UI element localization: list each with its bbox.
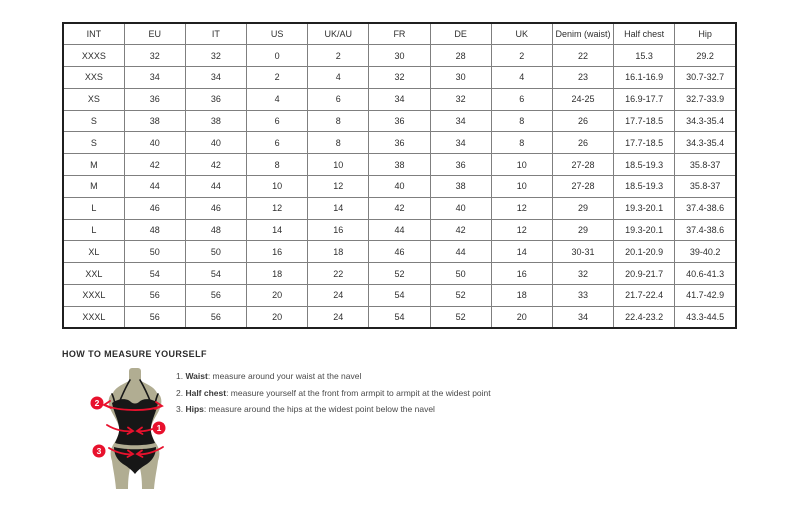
table-cell: 56 xyxy=(185,285,246,307)
table-cell: 54 xyxy=(369,306,430,328)
column-header: EU xyxy=(124,23,185,45)
table-row xyxy=(63,176,736,198)
column-header: Half chest xyxy=(614,23,675,45)
table-cell: 48 xyxy=(124,219,185,241)
mannequin-neck xyxy=(129,368,141,383)
table-cell: 30 xyxy=(369,45,430,67)
table-cell: 54 xyxy=(185,263,246,285)
table-cell: 56 xyxy=(124,306,185,328)
table-cell: 6 xyxy=(247,132,308,154)
table-cell: 42 xyxy=(430,219,491,241)
table-cell: 24-25 xyxy=(552,88,613,110)
table-cell: 18.5-19.3 xyxy=(614,176,675,198)
how-to-measure-title: HOW TO MEASURE YOURSELF xyxy=(62,349,207,359)
table-cell: 40 xyxy=(430,197,491,219)
table-cell: 4 xyxy=(247,88,308,110)
column-header: INT xyxy=(63,23,124,45)
table-cell: 32 xyxy=(369,67,430,89)
table-cell: 38 xyxy=(369,154,430,176)
table-cell: 38 xyxy=(124,110,185,132)
table-cell: 8 xyxy=(491,110,552,132)
table-cell: 38 xyxy=(185,110,246,132)
table-cell: 34 xyxy=(124,67,185,89)
table-cell: 22.4-23.2 xyxy=(614,306,675,328)
step-number: 1. xyxy=(176,371,186,381)
column-header: Hip xyxy=(675,23,736,45)
table-cell: L xyxy=(63,197,124,219)
table-cell: 10 xyxy=(308,154,369,176)
table-cell: 22 xyxy=(308,263,369,285)
table-cell: 34.3-35.4 xyxy=(675,132,736,154)
table-cell: 54 xyxy=(124,263,185,285)
table-cell: 14 xyxy=(247,219,308,241)
table-cell: 50 xyxy=(430,263,491,285)
table-cell: 44 xyxy=(430,241,491,263)
table-cell: 36 xyxy=(369,110,430,132)
table-cell: 26 xyxy=(552,132,613,154)
table-row xyxy=(63,88,736,110)
size-table-body xyxy=(63,45,736,328)
table-cell: 32 xyxy=(124,45,185,67)
table-cell: 10 xyxy=(247,176,308,198)
table-cell: 29.2 xyxy=(675,45,736,67)
table-cell: 36 xyxy=(369,132,430,154)
table-cell: 23 xyxy=(552,67,613,89)
table-cell: 42 xyxy=(124,154,185,176)
table-cell: M xyxy=(63,176,124,198)
table-cell: 32.7-33.9 xyxy=(675,88,736,110)
table-cell: XXXL xyxy=(63,306,124,328)
table-cell: 50 xyxy=(124,241,185,263)
table-cell: 24 xyxy=(308,306,369,328)
table-cell: 44 xyxy=(124,176,185,198)
table-cell: 46 xyxy=(185,197,246,219)
table-cell: 17.7-18.5 xyxy=(614,110,675,132)
table-cell: 46 xyxy=(369,241,430,263)
table-cell: 30 xyxy=(430,67,491,89)
table-cell: 48 xyxy=(185,219,246,241)
table-cell: 2 xyxy=(308,45,369,67)
table-cell: 16.1-16.9 xyxy=(614,67,675,89)
table-cell: 36 xyxy=(185,88,246,110)
table-cell: 8 xyxy=(491,132,552,154)
table-cell: XXXL xyxy=(63,285,124,307)
table-cell: 14 xyxy=(491,241,552,263)
table-cell: M xyxy=(63,154,124,176)
header-row xyxy=(63,23,736,45)
column-header: Denim (waist) xyxy=(552,23,613,45)
measure-steps-list xyxy=(176,371,491,421)
table-cell: 4 xyxy=(308,67,369,89)
table-cell: S xyxy=(63,110,124,132)
table-cell: 42 xyxy=(369,197,430,219)
table-cell: 18 xyxy=(308,241,369,263)
table-row xyxy=(63,45,736,67)
table-cell: 29 xyxy=(552,197,613,219)
table-row xyxy=(63,67,736,89)
table-cell: 27-28 xyxy=(552,154,613,176)
table-row xyxy=(63,219,736,241)
table-cell: 38 xyxy=(430,176,491,198)
table-cell: 26 xyxy=(552,110,613,132)
table-cell: 20 xyxy=(247,306,308,328)
column-header: IT xyxy=(185,23,246,45)
column-header: UK xyxy=(491,23,552,45)
table-row xyxy=(63,241,736,263)
table-cell: 42 xyxy=(185,154,246,176)
table-cell: 44 xyxy=(185,176,246,198)
table-cell: 30-31 xyxy=(552,241,613,263)
table-cell: 33 xyxy=(552,285,613,307)
table-cell: 12 xyxy=(247,197,308,219)
table-cell: 56 xyxy=(185,306,246,328)
table-cell: 16 xyxy=(491,263,552,285)
step-text: : measure around your waist at the navel xyxy=(207,371,362,381)
table-cell: XL xyxy=(63,241,124,263)
step-text: : measure yourself at the front from armpit to armpit at the widest point xyxy=(226,387,491,398)
table-cell: 41.7-42.9 xyxy=(675,285,736,307)
table-cell: 20.1-20.9 xyxy=(614,241,675,263)
table-cell: 27-28 xyxy=(552,176,613,198)
table-cell: 10 xyxy=(491,154,552,176)
table-cell: 35.8-37 xyxy=(675,176,736,198)
table-cell: 28 xyxy=(430,45,491,67)
table-row xyxy=(63,154,736,176)
table-cell: 44 xyxy=(369,219,430,241)
size-table-header xyxy=(63,23,736,45)
table-cell: 8 xyxy=(308,132,369,154)
table-cell: 12 xyxy=(491,219,552,241)
table-cell: 21.7-22.4 xyxy=(614,285,675,307)
table-row xyxy=(63,110,736,132)
table-row xyxy=(63,263,736,285)
swimsuit-top xyxy=(112,399,158,445)
column-header: UK/AU xyxy=(308,23,369,45)
table-cell: 12 xyxy=(491,197,552,219)
table-cell: 30.7-32.7 xyxy=(675,67,736,89)
table-cell: 56 xyxy=(124,285,185,307)
table-cell: 16.9-17.7 xyxy=(614,88,675,110)
table-cell: L xyxy=(63,219,124,241)
table-cell: 34 xyxy=(430,110,491,132)
step-number: 2. xyxy=(176,387,186,398)
table-cell: 35.8-37 xyxy=(675,154,736,176)
table-row xyxy=(63,306,736,328)
table-cell: 16 xyxy=(308,219,369,241)
step-text: : measure around the hips at the widest point below the navel xyxy=(203,404,435,414)
measure-step xyxy=(176,404,491,414)
table-cell: 19.3-20.1 xyxy=(614,219,675,241)
table-cell: XS xyxy=(63,88,124,110)
table-cell: 36 xyxy=(430,154,491,176)
table-cell: 20.9-21.7 xyxy=(614,263,675,285)
table-cell: 6 xyxy=(491,88,552,110)
table-cell: 4 xyxy=(491,67,552,89)
table-cell: 50 xyxy=(185,241,246,263)
table-cell: 46 xyxy=(124,197,185,219)
table-cell: 16 xyxy=(247,241,308,263)
table-cell: XXS xyxy=(63,67,124,89)
column-header: US xyxy=(247,23,308,45)
step-term: Hips xyxy=(185,404,204,414)
table-cell: 6 xyxy=(308,88,369,110)
table-cell: 0 xyxy=(247,45,308,67)
table-cell: 32 xyxy=(552,263,613,285)
table-row xyxy=(63,285,736,307)
table-cell: 19.3-20.1 xyxy=(614,197,675,219)
table-cell: 24 xyxy=(308,285,369,307)
table-cell: 34 xyxy=(552,306,613,328)
table-cell: 40.6-41.3 xyxy=(675,263,736,285)
column-header: DE xyxy=(430,23,491,45)
table-cell: 34 xyxy=(430,132,491,154)
table-cell: 32 xyxy=(185,45,246,67)
table-cell: 2 xyxy=(247,67,308,89)
table-cell: 15.3 xyxy=(614,45,675,67)
step-term: Waist xyxy=(185,371,208,381)
table-cell: 2 xyxy=(491,45,552,67)
size-table xyxy=(62,22,737,329)
badge-3-number: 3 xyxy=(96,446,102,456)
table-cell: 34 xyxy=(185,67,246,89)
step-term: Half chest xyxy=(185,387,227,398)
table-cell: XXL xyxy=(63,263,124,285)
table-cell: 36 xyxy=(124,88,185,110)
table-cell: 52 xyxy=(369,263,430,285)
table-cell: 54 xyxy=(369,285,430,307)
table-cell: 43.3-44.5 xyxy=(675,306,736,328)
table-cell: 52 xyxy=(430,285,491,307)
table-cell: 39-40.2 xyxy=(675,241,736,263)
table-cell: 18.5-19.3 xyxy=(614,154,675,176)
badge-1-number: 1 xyxy=(156,423,162,433)
table-cell: 17.7-18.5 xyxy=(614,132,675,154)
table-cell: 34.3-35.4 xyxy=(675,110,736,132)
table-cell: 40 xyxy=(185,132,246,154)
column-header: FR xyxy=(369,23,430,45)
table-cell: 32 xyxy=(430,88,491,110)
table-cell: 52 xyxy=(430,306,491,328)
step-number: 3. xyxy=(176,404,186,414)
table-cell: 29 xyxy=(552,219,613,241)
table-cell: 18 xyxy=(491,285,552,307)
table-cell: 22 xyxy=(552,45,613,67)
table-row xyxy=(63,132,736,154)
measure-step xyxy=(176,388,491,398)
table-cell: 10 xyxy=(491,176,552,198)
table-cell: 18 xyxy=(247,263,308,285)
table-cell: 40 xyxy=(124,132,185,154)
table-cell: 8 xyxy=(247,154,308,176)
badge-2-number: 2 xyxy=(94,398,100,408)
table-cell: S xyxy=(63,132,124,154)
table-cell: 6 xyxy=(247,110,308,132)
table-cell: 20 xyxy=(491,306,552,328)
table-cell: 8 xyxy=(308,110,369,132)
measure-step xyxy=(176,371,491,381)
table-row xyxy=(63,197,736,219)
table-cell: 14 xyxy=(308,197,369,219)
table-cell: 34 xyxy=(369,88,430,110)
table-cell: 37.4-38.6 xyxy=(675,219,736,241)
table-cell: XXXS xyxy=(63,45,124,67)
table-cell: 40 xyxy=(369,176,430,198)
table-cell: 37.4-38.6 xyxy=(675,197,736,219)
table-cell: 12 xyxy=(308,176,369,198)
mannequin-measurement-figure xyxy=(85,367,185,493)
table-cell: 20 xyxy=(247,285,308,307)
